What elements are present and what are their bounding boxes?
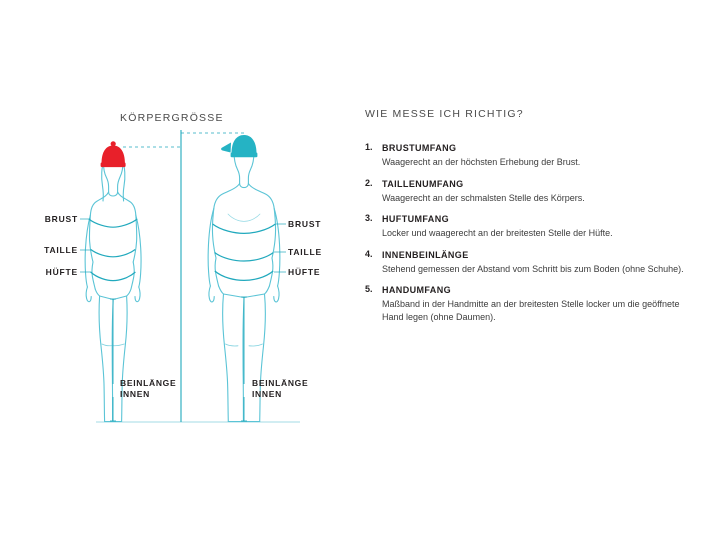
female-label-beinlaenge-innen: BEINLÄNGE INNEN [120, 378, 177, 399]
female-inseam-indicator [110, 299, 116, 421]
diagram-title: KÖRPERGRÖSSE [120, 112, 224, 124]
male-label-huefte: HÜFTE [288, 267, 321, 277]
female-label-brust: BRUST [44, 214, 78, 224]
item-number: 5. [365, 284, 373, 294]
item-description: Stehend gemessen der Abstand vom Schritt bis zum Boden (ohne Schuhe). [382, 263, 684, 274]
item-number: 3. [365, 213, 373, 223]
info-panel-title: WIE MESSE ICH RICHTIG? [365, 108, 524, 120]
body-measurement-diagram [0, 0, 350, 540]
female-label-taille: TAILLE [44, 245, 78, 255]
female-label-huefte: HÜFTE [45, 267, 78, 277]
item-number: 4. [365, 248, 373, 259]
item-title: BRUSTUMFANG [382, 143, 457, 153]
male-chest-line [213, 224, 276, 233]
list-item [365, 142, 695, 169]
female-bust-line [89, 219, 137, 227]
male-inseam-indicator [241, 297, 247, 421]
item-description: Maßband in der Handmitte an der breitesten Stelle locker um die geöffnete Hand legen (ohne Daumen). [382, 299, 680, 322]
item-description: Waagerecht an der höchsten Erhebung der Brust. [382, 157, 581, 167]
item-title: HANDUMFANG [382, 285, 451, 295]
female-hat [101, 141, 126, 167]
male-waist-line [215, 253, 274, 262]
male-hip-line [215, 271, 273, 280]
male-label-brust: BRUST [288, 219, 322, 229]
item-description: Waagerecht an der schmalsten Stelle des Körpers. [382, 192, 585, 203]
item-number: 2. [365, 177, 373, 188]
male-label-taille: TAILLE [288, 247, 322, 257]
male-label-beinlaenge-innen: BEINLÄNGE INNEN [252, 378, 309, 399]
list-item [365, 249, 695, 276]
male-hat [221, 135, 257, 157]
list-item [365, 284, 695, 323]
item-description: Locker und waagerecht an der breitesten Stelle der Hüfte. [382, 228, 613, 238]
list-item [365, 213, 695, 240]
item-title: TAILLENUMFANG [382, 178, 464, 189]
how-to-measure-panel [365, 108, 695, 332]
item-title: INNENBEINLÄNGE [382, 249, 469, 260]
female-waist-line [91, 250, 135, 257]
measurement-instructions-list [365, 142, 695, 323]
item-title: HUFTUMFANG [382, 214, 449, 224]
female-measure-lines [89, 219, 137, 281]
female-hip-line [91, 272, 136, 281]
male-measure-lines [213, 224, 276, 280]
item-number: 1. [365, 142, 373, 152]
list-item [365, 178, 695, 205]
